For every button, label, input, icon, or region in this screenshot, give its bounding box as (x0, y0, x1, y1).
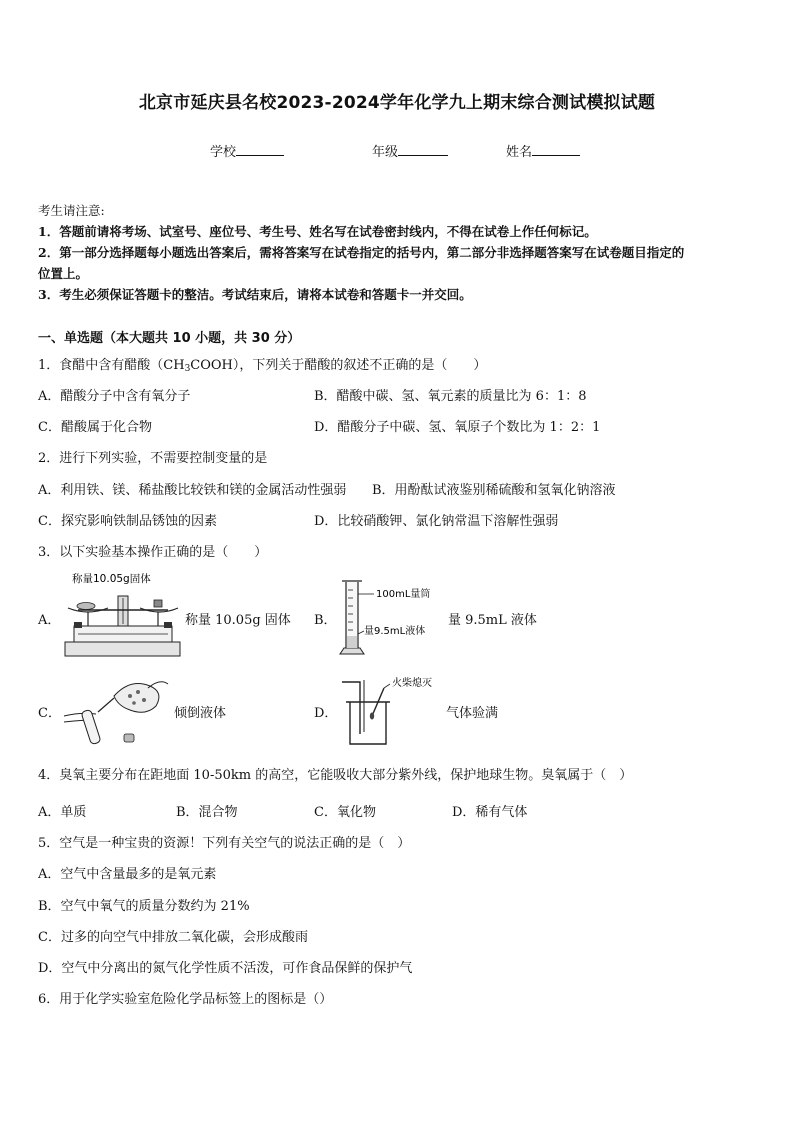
cylinder-label: 100mL量筒 (376, 589, 431, 600)
q4-option-a[interactable]: A．单质 (38, 805, 87, 820)
q5-option-c[interactable]: C．过多的向空气中排放二氧化碳，会形成酸雨 (38, 930, 308, 945)
question-4-stem: 4．臭氧主要分布在距地面 10-50km 的高空，它能吸收大部分紫外线，保护地球生物。臭氧属于（ ） (38, 768, 633, 783)
school-field[interactable]: 学校 (210, 141, 284, 160)
q1-option-d[interactable]: D．醋酸分子中碳、氢、氧原子个数比为 1：2：1 (314, 420, 601, 435)
q3-option-b-letter[interactable]: B． (314, 613, 337, 628)
volume-label: 量9.5mL液体 (364, 626, 426, 637)
notice-item: 3．考生必须保证答题卡的整洁。考试结束后，请将本试卷和答题卡一并交回。 (38, 287, 472, 302)
name-field[interactable]: 姓名 (506, 141, 580, 160)
notice-item: 1．答题前请将考场、试室号、座位号、考生号、姓名写在试卷密封线内，不得在试卷上作任何标记。 (38, 224, 597, 239)
q2-option-c[interactable]: C．探究影响铁制品锈蚀的因素 (38, 514, 217, 529)
q1-option-b[interactable]: B．醋酸中碳、氢、氧元素的质量比为 6：1：8 (314, 389, 587, 404)
grade-field[interactable]: 年级 (372, 141, 448, 160)
q4-option-b[interactable]: B．混合物 (176, 805, 238, 820)
q1-option-a[interactable]: A．醋酸分子中含有氧分子 (38, 389, 191, 404)
q3-option-c-text: 倾倒液体 (174, 706, 227, 721)
q3-option-a-text: 称量 10.05g 固体 (185, 613, 291, 628)
graduated-cylinder-illustration (338, 576, 448, 658)
q1-option-c[interactable]: C．醋酸属于化合物 (38, 420, 152, 435)
q3-option-b-text: 量 9.5mL 液体 (448, 613, 537, 628)
q5-option-b[interactable]: B．空气中氧气的质量分数约为 21% (38, 899, 250, 914)
q4-option-d[interactable]: D．稀有气体 (452, 805, 528, 820)
q4-option-c[interactable]: C．氧化物 (314, 805, 376, 820)
notice-block (38, 200, 768, 305)
balance-illustration (60, 570, 185, 660)
notice-item: 2．第一部分选择题每小题选出答案后，需将答案写在试卷指定的括号内，第二部分非选择题答案写在试卷题目指定的 (38, 245, 685, 260)
question-5-stem: 5．空气是一种宝贵的资源！下列有关空气的说法正确的是（ ） (38, 836, 411, 851)
q3-option-d-letter[interactable]: D． (314, 706, 338, 721)
section-heading: 一、单选题（本大题共 10 小题，共 30 分） (38, 331, 301, 346)
match-label: 火柴熄灭 (392, 678, 432, 689)
gas-collection-illustration (338, 674, 448, 748)
q2-option-d[interactable]: D．比较硝酸钾、氯化钠常温下溶解性强弱 (314, 514, 559, 529)
question-2-stem: 2．进行下列实验，不需要控制变量的是 (38, 451, 268, 466)
q5-option-d[interactable]: D．空气中分离出的氮气化学性质不活泼，可作食品保鲜的保护气 (38, 961, 413, 976)
q2-option-a[interactable]: A．利用铁、镁、稀盐酸比较铁和镁的金属活动性强弱 (38, 483, 347, 498)
question-3-stem: 3．以下实验基本操作正确的是（ ） (38, 545, 268, 560)
page-title: 北京市延庆县名校2023-2024学年化学九上期末综合测试模拟试题 (138, 93, 656, 113)
notice-heading: 考生请注意: (38, 203, 105, 218)
question-1-stem: 1．食醋中含有醋酸$(CH_3COOH)$，下列关于醋酸的叙述不正确的是（ ） (38, 358, 487, 374)
q2-option-b[interactable]: B．用酚酞试液鉴别稀硫酸和氢氧化钠溶液 (372, 483, 616, 498)
q3-option-c-letter[interactable]: C． (38, 706, 61, 721)
balance-caption: 称量10.05g固体 (72, 573, 151, 585)
notice-item: 位置上。 (38, 266, 89, 281)
q3-option-a-letter[interactable]: A． (38, 613, 61, 628)
question-6-stem: 6．用于化学实验室危险化学品标签上的图标是（） (38, 992, 333, 1007)
q5-option-a[interactable]: A．空气中含量最多的是氧元素 (38, 867, 217, 882)
q3-option-d-text: 气体验满 (446, 706, 499, 721)
pouring-liquid-illustration (60, 670, 172, 750)
